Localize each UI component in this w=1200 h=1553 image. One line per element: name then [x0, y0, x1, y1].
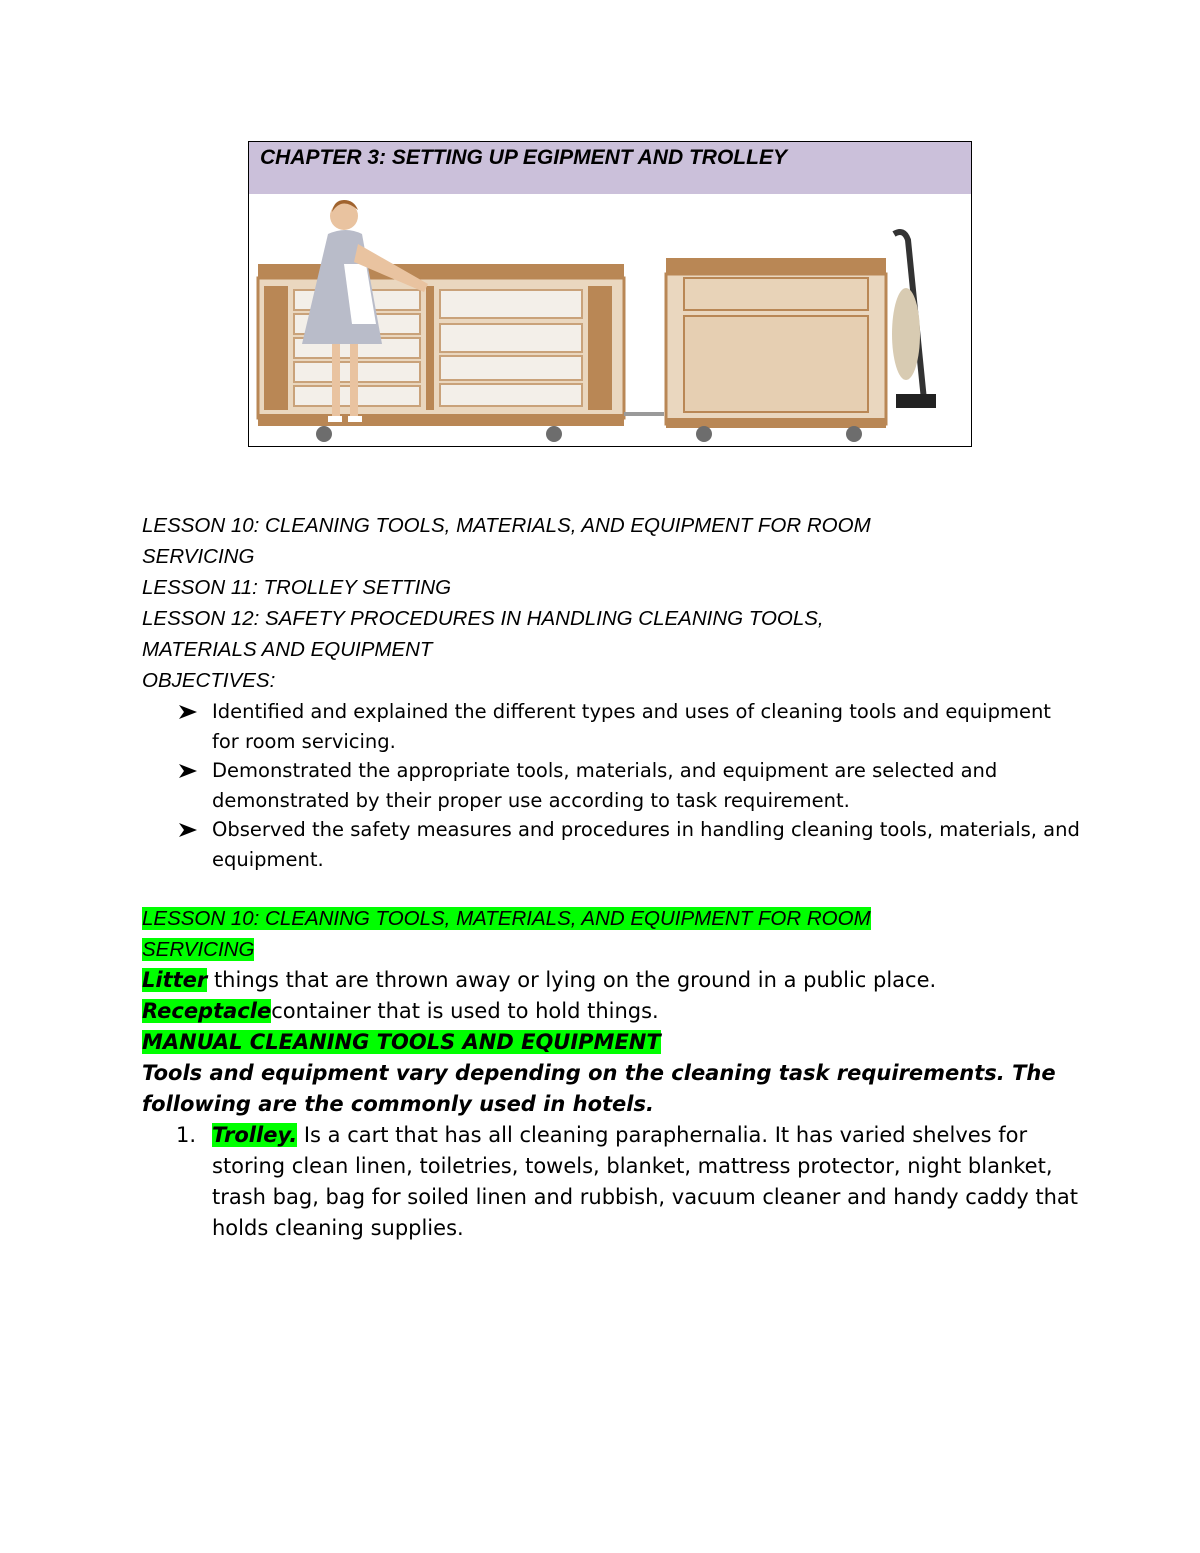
section-heading: LESSON 10: CLEANING TOOLS, MATERIALS, AND EQUIPMENT FOR ROOM SERVICING — [142, 907, 871, 961]
lesson-line: LESSON 11: TROLLEY SETTING — [142, 576, 452, 599]
objective-item — [142, 815, 1082, 874]
lesson-line: LESSON 12: SAFETY PROCEDURES IN HANDLING CLEANING TOOLS, — [142, 607, 824, 630]
term-trolley: Trolley. — [212, 1123, 298, 1147]
term-receptacle: Receptacle — [142, 999, 272, 1023]
subheading: MANUAL CLEANING TOOLS AND EQUIPMENT — [142, 1030, 661, 1054]
objective-text: Identified and explained the different types and uses of cleaning tools and equipment for room servicing. — [212, 700, 1051, 753]
objective-item — [142, 697, 1082, 756]
chapter-title: CHAPTER 3: SETTING UP EGIPMENT AND TROLLEY — [260, 146, 787, 169]
objectives-label: OBJECTIVES: — [142, 669, 276, 692]
intro-paragraph: Tools and equipment vary depending on the cleaning task requirements. The following are the commonly used in hotels. — [142, 1061, 1056, 1116]
numbered-list — [142, 1120, 1082, 1244]
lesson-line: LESSON 10: CLEANING TOOLS, MATERIALS, AND EQUIPMENT FOR ROOM — [142, 514, 871, 537]
objective-text: Observed the safety measures and procedures in handling cleaning tools, materials, and equipment. — [212, 818, 1080, 871]
chapter-header-band — [249, 142, 971, 194]
chapter-banner — [248, 141, 972, 447]
definition-receptacle: Receptaclecontainer that is used to hold things. — [142, 999, 659, 1023]
objectives-list — [142, 697, 1082, 874]
lesson-line: SERVICING — [142, 545, 255, 568]
lesson-line: MATERIALS AND EQUIPMENT — [142, 638, 433, 661]
housekeeping-trolley-illustration — [254, 194, 954, 446]
objective-text: Demonstrated the appropriate tools, materials, and equipment are selected and demonstrated by their proper use according to task requirement. — [212, 759, 998, 812]
arrowhead-bullet-icon — [177, 815, 199, 844]
lesson-10-section — [142, 903, 1082, 1244]
term-litter: Litter — [142, 968, 208, 992]
arrowhead-bullet-icon — [177, 756, 199, 785]
definition-litter: Litter things that are thrown away or lying on the ground in a public place. — [142, 968, 937, 992]
list-number: 1. — [176, 1123, 197, 1147]
lesson-list — [142, 510, 1062, 696]
objective-item — [142, 756, 1082, 815]
arrowhead-bullet-icon — [177, 697, 199, 726]
list-item: 1. Trolley. Is a cart that has all cleaning paraphernalia. It has varied shelves for storing clean linen, toiletries, towels, blanket, mattress protector, night blanket, trash bag, bag for soiled linen and rubbish, vacuum cleaner and handy caddy that holds cleaning supplies. — [142, 1120, 1082, 1244]
